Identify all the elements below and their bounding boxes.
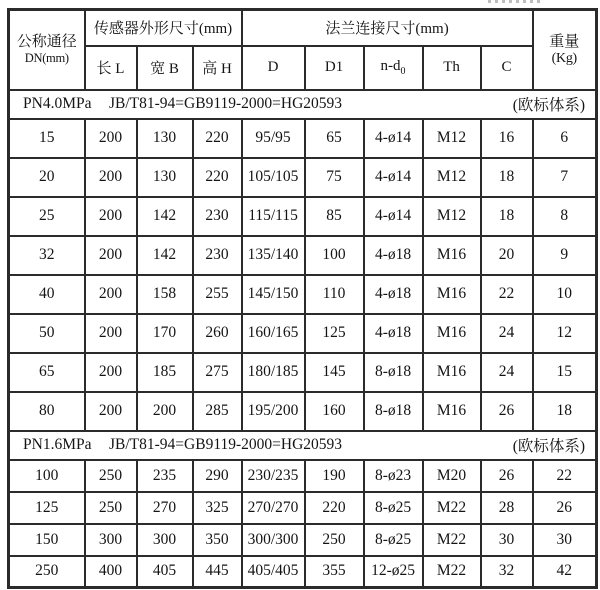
cell-length: 200 <box>85 314 137 353</box>
cell-th: M16 <box>423 236 481 275</box>
cell-length: 200 <box>85 119 137 158</box>
standard-label: JB/T81-94=GB9119-2000=HG20593 <box>109 95 343 112</box>
cell-d1: 250 <box>305 524 364 556</box>
table-row <box>9 119 597 158</box>
pressure-section-row <box>9 90 597 119</box>
cell-c: 30 <box>481 524 533 556</box>
cell-weight: 42 <box>533 556 597 588</box>
cell-weight: 18 <box>533 392 597 431</box>
cell-width: 405 <box>137 556 193 588</box>
table-row <box>9 524 597 556</box>
header-weight-unit: (Kg) <box>551 51 577 67</box>
pressure-section-cell <box>9 431 597 460</box>
cell-dn: 50 <box>9 314 85 353</box>
header-row-groups <box>9 10 597 46</box>
cell-nd0: 4-ø14 <box>364 197 423 236</box>
cell-dn: 250 <box>9 556 85 588</box>
cell-d: 160/165 <box>242 314 305 353</box>
cell-dn: 20 <box>9 158 85 197</box>
table-row <box>9 460 597 492</box>
cell-th: M16 <box>423 392 481 431</box>
cell-d: 300/300 <box>242 524 305 556</box>
header-weight <box>533 10 597 90</box>
cell-length: 200 <box>85 353 137 392</box>
cell-d: 115/115 <box>242 197 305 236</box>
cell-weight: 9 <box>533 236 597 275</box>
cell-th: M16 <box>423 353 481 392</box>
cell-c: 18 <box>481 197 533 236</box>
pressure-section-content <box>10 434 595 456</box>
cell-nd0: 8-ø25 <box>364 492 423 524</box>
spec-table <box>7 8 598 589</box>
cell-d1: 100 <box>305 236 364 275</box>
cell-length: 200 <box>85 197 137 236</box>
cell-dn: 32 <box>9 236 85 275</box>
header-nd0 <box>364 46 423 90</box>
cell-dn: 40 <box>9 275 85 314</box>
cell-width: 130 <box>137 158 193 197</box>
cell-c: 26 <box>481 460 533 492</box>
cell-nd0: 8-ø18 <box>364 353 423 392</box>
table-row <box>9 158 597 197</box>
cell-weight: 26 <box>533 492 597 524</box>
standard-label: JB/T81-94=GB9119-2000=HG20593 <box>109 436 343 453</box>
cell-weight: 15 <box>533 353 597 392</box>
header-dn-label: 公称通径 <box>16 34 77 51</box>
spec-table-body <box>9 90 597 588</box>
cell-weight: 10 <box>533 275 597 314</box>
header-sensor-group: 传感器外形尺寸(mm) <box>85 10 242 46</box>
cell-height: 325 <box>193 492 242 524</box>
header-width: 宽 B <box>137 46 193 90</box>
cell-nd0: 8-ø18 <box>364 392 423 431</box>
header-weight-label: 重量 <box>549 34 580 51</box>
table-row <box>9 236 597 275</box>
cell-d: 145/150 <box>242 275 305 314</box>
cell-weight: 8 <box>533 197 597 236</box>
table-row <box>9 197 597 236</box>
cell-height: 350 <box>193 524 242 556</box>
cell-th: M22 <box>423 524 481 556</box>
cell-d1: 110 <box>305 275 364 314</box>
table-row <box>9 275 597 314</box>
cell-length: 250 <box>85 492 137 524</box>
cell-width: 142 <box>137 236 193 275</box>
header-d1: D1 <box>305 46 364 90</box>
cell-d1: 125 <box>305 314 364 353</box>
cell-weight: 12 <box>533 314 597 353</box>
header-dn <box>9 10 85 90</box>
cell-d1: 220 <box>305 492 364 524</box>
cell-th: M22 <box>423 492 481 524</box>
cell-width: 200 <box>137 392 193 431</box>
cell-height: 220 <box>193 119 242 158</box>
cell-d: 270/270 <box>242 492 305 524</box>
cell-d1: 75 <box>305 158 364 197</box>
cell-length: 200 <box>85 392 137 431</box>
cell-dn: 150 <box>9 524 85 556</box>
cell-length: 400 <box>85 556 137 588</box>
header-nd0-prefix: n-d <box>380 58 401 74</box>
header-flange-group: 法兰连接尺寸(mm) <box>242 10 533 46</box>
header-dn-unit: DN(mm) <box>24 51 69 66</box>
cell-c: 22 <box>481 275 533 314</box>
cell-d: 180/185 <box>242 353 305 392</box>
cell-d1: 65 <box>305 119 364 158</box>
cell-d: 195/200 <box>242 392 305 431</box>
cell-width: 170 <box>137 314 193 353</box>
cell-nd0: 4-ø18 <box>364 275 423 314</box>
cell-th: M12 <box>423 119 481 158</box>
cell-height: 220 <box>193 158 242 197</box>
cell-height: 255 <box>193 275 242 314</box>
cell-d: 105/105 <box>242 158 305 197</box>
cell-th: M20 <box>423 460 481 492</box>
cell-nd0: 12-ø25 <box>364 556 423 588</box>
cell-d1: 85 <box>305 197 364 236</box>
pressure-section-row <box>9 431 597 460</box>
euro-standard-note: (欧标体系) <box>512 438 586 455</box>
cell-c: 24 <box>481 314 533 353</box>
cell-height: 290 <box>193 460 242 492</box>
cell-length: 200 <box>85 236 137 275</box>
cell-nd0: 4-ø14 <box>364 119 423 158</box>
cell-c: 20 <box>481 236 533 275</box>
euro-standard-note: (欧标体系) <box>512 97 586 114</box>
pressure-label: PN1.6MPa <box>23 436 92 453</box>
table-row <box>9 353 597 392</box>
cell-length: 300 <box>85 524 137 556</box>
cell-nd0: 4-ø14 <box>364 158 423 197</box>
cell-nd0: 4-ø18 <box>364 314 423 353</box>
cell-height: 230 <box>193 197 242 236</box>
cell-weight: 6 <box>533 119 597 158</box>
header-d: D <box>242 46 305 90</box>
cell-c: 18 <box>481 158 533 197</box>
cell-th: M12 <box>423 197 481 236</box>
cell-width: 300 <box>137 524 193 556</box>
cell-weight: 7 <box>533 158 597 197</box>
cell-weight: 30 <box>533 524 597 556</box>
cell-weight: 22 <box>533 460 597 492</box>
cell-width: 185 <box>137 353 193 392</box>
cell-th: M16 <box>423 275 481 314</box>
cell-c: 26 <box>481 392 533 431</box>
cell-width: 158 <box>137 275 193 314</box>
cell-width: 142 <box>137 197 193 236</box>
header-height: 高 H <box>193 46 242 90</box>
cell-th: M22 <box>423 556 481 588</box>
pressure-label: PN4.0MPa <box>23 95 92 112</box>
table-row <box>9 492 597 524</box>
cell-height: 230 <box>193 236 242 275</box>
spec-table-container <box>7 8 598 589</box>
cell-dn: 100 <box>9 460 85 492</box>
cell-height: 275 <box>193 353 242 392</box>
cell-dn: 15 <box>9 119 85 158</box>
cell-dn: 125 <box>9 492 85 524</box>
table-row <box>9 314 597 353</box>
cell-c: 16 <box>481 119 533 158</box>
cell-nd0: 4-ø18 <box>364 236 423 275</box>
cell-length: 200 <box>85 275 137 314</box>
cell-width: 130 <box>137 119 193 158</box>
pressure-section-cell <box>9 90 597 119</box>
cell-d: 230/235 <box>242 460 305 492</box>
header-th: Th <box>423 46 481 90</box>
cell-height: 285 <box>193 392 242 431</box>
cell-dn: 65 <box>9 353 85 392</box>
cell-d: 135/140 <box>242 236 305 275</box>
table-row <box>9 556 597 588</box>
pressure-section-content <box>10 93 595 115</box>
cell-d: 405/405 <box>242 556 305 588</box>
cell-dn: 80 <box>9 392 85 431</box>
cell-d1: 355 <box>305 556 364 588</box>
cell-d1: 145 <box>305 353 364 392</box>
cell-width: 235 <box>137 460 193 492</box>
table-row <box>9 392 597 431</box>
header-length: 长 L <box>85 46 137 90</box>
cell-d1: 160 <box>305 392 364 431</box>
cell-length: 250 <box>85 460 137 492</box>
cell-c: 24 <box>481 353 533 392</box>
cell-c: 32 <box>481 556 533 588</box>
cell-th: M12 <box>423 158 481 197</box>
header-nd0-subscript: 0 <box>400 66 406 77</box>
cropped-text-artifact <box>488 0 540 3</box>
cell-nd0: 8-ø23 <box>364 460 423 492</box>
cell-th: M16 <box>423 314 481 353</box>
cell-d1: 190 <box>305 460 364 492</box>
cell-nd0: 8-ø25 <box>364 524 423 556</box>
cell-height: 260 <box>193 314 242 353</box>
cell-dn: 25 <box>9 197 85 236</box>
cell-c: 28 <box>481 492 533 524</box>
header-c: C <box>481 46 533 90</box>
cell-width: 270 <box>137 492 193 524</box>
cell-length: 200 <box>85 158 137 197</box>
cell-height: 445 <box>193 556 242 588</box>
cell-d: 95/95 <box>242 119 305 158</box>
header-row-subcolumns <box>9 46 597 90</box>
